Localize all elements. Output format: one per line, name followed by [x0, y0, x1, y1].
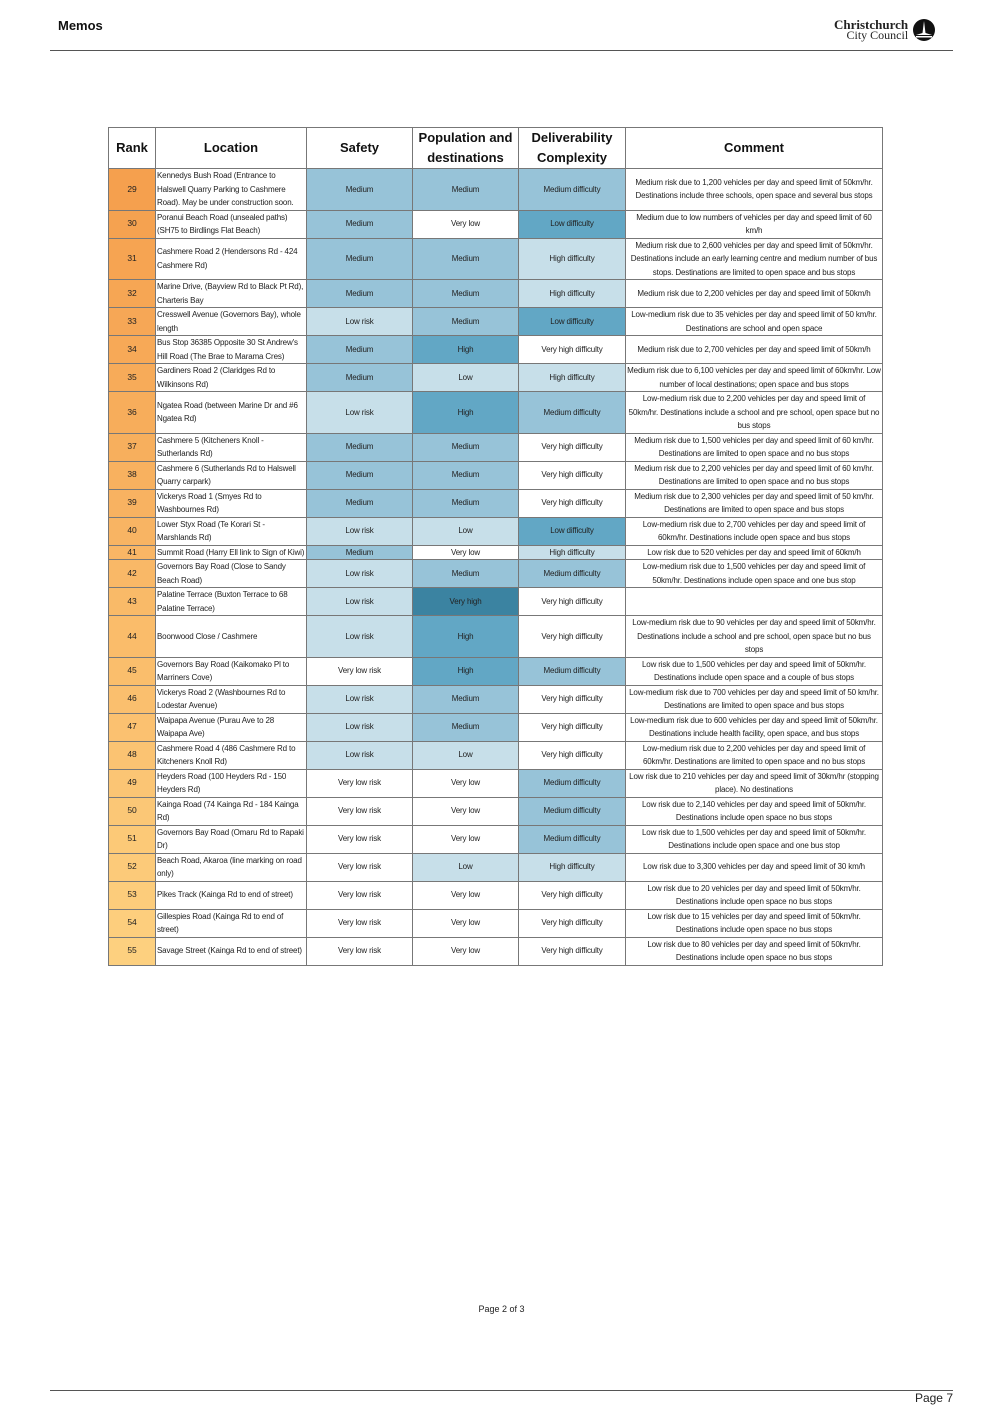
population-cell: Medium: [413, 169, 519, 211]
rank-cell: 53: [109, 881, 156, 909]
table-row: [109, 392, 883, 434]
rank-cell: 31: [109, 238, 156, 280]
table-row: [109, 616, 883, 658]
table-row: [109, 741, 883, 769]
location-cell: Cresswell Avenue (Governors Bay), whole length: [156, 308, 307, 336]
table-row: [109, 280, 883, 308]
footer-divider: [50, 1390, 953, 1391]
location-cell: Ngatea Road (between Marine Dr and #6 Ngatea Rd): [156, 392, 307, 434]
comment-cell: Low-medium risk due to 2,200 vehicles per day and speed limit of 50km/hr. Destinations include a school and pre school, open space but no bus stops: [626, 392, 883, 434]
rank-cell: 46: [109, 685, 156, 713]
comment-cell: Low-medium risk due to 1,500 vehicles per day and speed limit of 50km/hr. Destinations include open space and one bus stop: [626, 560, 883, 588]
population-cell: Medium: [413, 433, 519, 461]
deliverability-cell: High difficulty: [519, 280, 626, 308]
header-deliverability: Deliverability Complexity: [519, 128, 626, 169]
logo-text: [834, 19, 908, 41]
population-cell: Very low: [413, 825, 519, 853]
population-cell: High: [413, 657, 519, 685]
deliverability-cell: Very high difficulty: [519, 741, 626, 769]
safety-cell: Low risk: [307, 741, 413, 769]
population-cell: High: [413, 392, 519, 434]
location-cell: Gardiners Road 2 (Claridges Rd to Wilkinsons Rd): [156, 364, 307, 392]
header-population: Population and destinations: [413, 128, 519, 169]
location-cell: Kainga Road (74 Kainga Rd - 184 Kainga Rd): [156, 797, 307, 825]
deliverability-cell: Medium difficulty: [519, 825, 626, 853]
table-row: [109, 588, 883, 616]
comment-cell: Medium risk due to 2,600 vehicles per day and speed limit of 50km/hr. Destinations include an early learning centre and medium number of bus stops. Destinations are limited to open space and bus stops: [626, 238, 883, 280]
comment-cell: Low risk due to 1,500 vehicles per day and speed limit of 50km/hr. Destinations include open space and a couple of bus stops: [626, 657, 883, 685]
table-row: [109, 461, 883, 489]
logo-line-1: Christchurch: [834, 17, 909, 32]
table-row: [109, 713, 883, 741]
header-location: Location: [156, 128, 307, 169]
table-row: [109, 685, 883, 713]
location-cell: Governors Bay Road (Kaikomako Pl to Marriners Cove): [156, 657, 307, 685]
location-cell: Marine Drive, (Bayview Rd to Black Pt Rd), Charteris Bay: [156, 280, 307, 308]
table-row: [109, 336, 883, 364]
location-cell: Cashmere Road 4 (486 Cashmere Rd to Kitcheners Knoll Rd): [156, 741, 307, 769]
population-cell: Very low: [413, 881, 519, 909]
table-row: [109, 364, 883, 392]
rank-cell: 37: [109, 433, 156, 461]
deliverability-cell: Very high difficulty: [519, 616, 626, 658]
rank-cell: 47: [109, 713, 156, 741]
location-cell: Palatine Terrace (Buxton Terrace to 68 Palatine Terrace): [156, 588, 307, 616]
deliverability-cell: High difficulty: [519, 238, 626, 280]
safety-cell: Low risk: [307, 685, 413, 713]
comment-cell: Low risk due to 3,300 vehicles per day and speed limit of 30 km/h: [626, 853, 883, 881]
population-cell: Medium: [413, 308, 519, 336]
population-cell: High: [413, 616, 519, 658]
rank-cell: 43: [109, 588, 156, 616]
location-cell: Vickerys Road 1 (Smyes Rd to Washbournes Rd): [156, 489, 307, 517]
safety-cell: Very low risk: [307, 853, 413, 881]
cathedral-logo-icon: [912, 18, 936, 42]
table-row: [109, 560, 883, 588]
document-section-title: Memos: [58, 18, 103, 33]
comment-cell: Low risk due to 210 vehicles per day and speed limit of 30km/hr (stopping place). No destinations: [626, 769, 883, 797]
safety-cell: Very low risk: [307, 797, 413, 825]
comment-cell: Low risk due to 15 vehicles per day and speed limit of 50km/hr. Destinations include open space no bus stops: [626, 909, 883, 937]
deliverability-cell: Medium difficulty: [519, 657, 626, 685]
comment-cell: Low-medium risk due to 90 vehicles per day and speed limit of 50km/hr. Destinations include a school and pre school, open space but no bus stops: [626, 616, 883, 658]
deliverability-cell: Very high difficulty: [519, 433, 626, 461]
deliverability-cell: Medium difficulty: [519, 392, 626, 434]
comment-cell: Medium due to low numbers of vehicles per day and speed limit of 60 km/h: [626, 210, 883, 238]
table-row: [109, 169, 883, 211]
location-cell: Savage Street (Kainga Rd to end of street): [156, 937, 307, 965]
table-header-row: [109, 128, 883, 169]
table-row: [109, 909, 883, 937]
location-cell: Beach Road, Akaroa (line marking on road only): [156, 853, 307, 881]
safety-cell: Medium: [307, 545, 413, 560]
table-row: [109, 825, 883, 853]
table-row: [109, 433, 883, 461]
population-cell: Very low: [413, 545, 519, 560]
rank-cell: 35: [109, 364, 156, 392]
location-cell: Bus Stop 36385 Opposite 30 St Andrew's Hill Road (The Brae to Marama Cres): [156, 336, 307, 364]
location-cell: Poranui Beach Road (unsealed paths) (SH75 to Birdlings Flat Beach): [156, 210, 307, 238]
deliverability-cell: High difficulty: [519, 545, 626, 560]
rank-cell: 32: [109, 280, 156, 308]
safety-cell: Low risk: [307, 517, 413, 545]
population-cell: Very low: [413, 769, 519, 797]
safety-cell: Medium: [307, 364, 413, 392]
deliverability-cell: High difficulty: [519, 364, 626, 392]
comment-cell: Medium risk due to 1,200 vehicles per day and speed limit of 50km/hr. Destinations include three schools, open space and several bus stops: [626, 169, 883, 211]
location-cell: Summit Road (Harry Ell link to Sign of Kiwi): [156, 545, 307, 560]
population-cell: Low: [413, 853, 519, 881]
deliverability-cell: Low difficulty: [519, 210, 626, 238]
rank-cell: 39: [109, 489, 156, 517]
safety-cell: Low risk: [307, 392, 413, 434]
population-cell: Low: [413, 741, 519, 769]
comment-cell: [626, 588, 883, 616]
table-row: [109, 881, 883, 909]
table-row: [109, 937, 883, 965]
population-cell: Medium: [413, 560, 519, 588]
deliverability-cell: Medium difficulty: [519, 769, 626, 797]
comment-cell: Low risk due to 20 vehicles per day and speed limit of 50km/hr. Destinations include open space no bus stops: [626, 881, 883, 909]
location-cell: Governors Bay Road (Omaru Rd to Rapaki Dr): [156, 825, 307, 853]
safety-cell: Medium: [307, 336, 413, 364]
rank-cell: 48: [109, 741, 156, 769]
safety-cell: Medium: [307, 280, 413, 308]
safety-cell: Medium: [307, 169, 413, 211]
population-cell: Medium: [413, 238, 519, 280]
rank-cell: 36: [109, 392, 156, 434]
population-cell: Medium: [413, 685, 519, 713]
comment-cell: Medium risk due to 1,500 vehicles per day and speed limit of 60 km/hr. Destinations are limited to open space and no bus stops: [626, 433, 883, 461]
deliverability-cell: Low difficulty: [519, 517, 626, 545]
table-row: [109, 797, 883, 825]
safety-cell: Very low risk: [307, 769, 413, 797]
location-cell: Waipapa Avenue (Purau Ave to 28 Waipapa Ave): [156, 713, 307, 741]
safety-cell: Low risk: [307, 713, 413, 741]
header-rank: Rank: [109, 128, 156, 169]
rank-cell: 49: [109, 769, 156, 797]
safety-cell: Low risk: [307, 588, 413, 616]
population-cell: Very low: [413, 210, 519, 238]
location-cell: Cashmere 6 (Sutherlands Rd to Halswell Quarry carpark): [156, 461, 307, 489]
table-row: [109, 517, 883, 545]
deliverability-cell: High difficulty: [519, 853, 626, 881]
header-divider: [50, 50, 953, 51]
rank-cell: 38: [109, 461, 156, 489]
deliverability-cell: Very high difficulty: [519, 588, 626, 616]
rank-cell: 44: [109, 616, 156, 658]
table-row: [109, 657, 883, 685]
rank-cell: 30: [109, 210, 156, 238]
safety-cell: Medium: [307, 461, 413, 489]
comment-cell: Low risk due to 520 vehicles per day and speed limit of 60km/h: [626, 545, 883, 560]
location-cell: Pikes Track (Kainga Rd to end of street): [156, 881, 307, 909]
header-safety: Safety: [307, 128, 413, 169]
population-cell: Low: [413, 364, 519, 392]
deliverability-cell: Very high difficulty: [519, 685, 626, 713]
population-cell: Medium: [413, 280, 519, 308]
population-cell: Medium: [413, 461, 519, 489]
comment-cell: Low-medium risk due to 2,200 vehicles per day and speed limit of 60km/hr. Destinations are limited to open space and no bus stops: [626, 741, 883, 769]
comment-cell: Medium risk due to 6,100 vehicles per day and speed limit of 60km/hr. Low number of local destinations; open space and bus stops: [626, 364, 883, 392]
header-comment: Comment: [626, 128, 883, 169]
population-cell: Medium: [413, 713, 519, 741]
table-row: [109, 210, 883, 238]
rank-cell: 54: [109, 909, 156, 937]
population-cell: Very high: [413, 588, 519, 616]
safety-cell: Medium: [307, 210, 413, 238]
safety-cell: Very low risk: [307, 825, 413, 853]
location-cell: Governors Bay Road (Close to Sandy Beach Road): [156, 560, 307, 588]
table-row: [109, 489, 883, 517]
safety-cell: Medium: [307, 489, 413, 517]
deliverability-cell: Very high difficulty: [519, 461, 626, 489]
safety-cell: Medium: [307, 238, 413, 280]
page-count: Page 2 of 3: [478, 1304, 525, 1314]
location-cell: Kennedys Bush Road (Entrance to Halswell Quarry Parking to Cashmere Road). May be under construction soon.: [156, 169, 307, 211]
location-cell: Gillespies Road (Kainga Rd to end of street): [156, 909, 307, 937]
location-cell: Cashmere Road 2 (Hendersons Rd - 424 Cashmere Rd): [156, 238, 307, 280]
safety-cell: Low risk: [307, 616, 413, 658]
rank-cell: 40: [109, 517, 156, 545]
population-cell: Very low: [413, 797, 519, 825]
deliverability-cell: Medium difficulty: [519, 560, 626, 588]
rank-cell: 33: [109, 308, 156, 336]
rank-cell: 55: [109, 937, 156, 965]
priority-table: [108, 127, 883, 966]
comment-cell: Low risk due to 1,500 vehicles per day and speed limit of 50km/hr. Destinations include open space and one bus stop: [626, 825, 883, 853]
deliverability-cell: Very high difficulty: [519, 881, 626, 909]
table-row: [109, 238, 883, 280]
rank-cell: 45: [109, 657, 156, 685]
logo-line-2: City Council: [846, 28, 909, 42]
rank-cell: 41: [109, 545, 156, 560]
table-body: [109, 169, 883, 966]
comment-cell: Medium risk due to 2,200 vehicles per day and speed limit of 50km/h: [626, 280, 883, 308]
safety-cell: Low risk: [307, 560, 413, 588]
safety-cell: Very low risk: [307, 909, 413, 937]
deliverability-cell: Very high difficulty: [519, 489, 626, 517]
table-row: [109, 769, 883, 797]
table-row: [109, 308, 883, 336]
comment-cell: Low-medium risk due to 35 vehicles per day and speed limit of 50 km/hr. Destinations are school and open space: [626, 308, 883, 336]
location-cell: Vickerys Road 2 (Washbournes Rd to Lodestar Avenue): [156, 685, 307, 713]
page-number: Page 7: [914, 1391, 953, 1405]
population-cell: Low: [413, 517, 519, 545]
population-cell: High: [413, 336, 519, 364]
safety-cell: Medium: [307, 433, 413, 461]
rank-cell: 34: [109, 336, 156, 364]
deliverability-cell: Very high difficulty: [519, 909, 626, 937]
location-cell: Heyders Road (100 Heyders Rd - 150 Heyders Rd): [156, 769, 307, 797]
rank-cell: 50: [109, 797, 156, 825]
comment-cell: Medium risk due to 2,200 vehicles per day and speed limit of 60 km/hr. Destinations are limited to open space and no bus stops: [626, 461, 883, 489]
deliverability-cell: Low difficulty: [519, 308, 626, 336]
comment-cell: Low-medium risk due to 700 vehicles per day and speed limit of 50 km/hr. Destinations are limited to open space and bus stops: [626, 685, 883, 713]
location-cell: Cashmere 5 (Kitcheners Knoll - Sutherlands Rd): [156, 433, 307, 461]
deliverability-cell: Medium difficulty: [519, 169, 626, 211]
comment-cell: Medium risk due to 2,700 vehicles per day and speed limit of 50km/h: [626, 336, 883, 364]
safety-cell: Very low risk: [307, 657, 413, 685]
rank-cell: 42: [109, 560, 156, 588]
safety-cell: Very low risk: [307, 937, 413, 965]
comment-cell: Low-medium risk due to 600 vehicles per day and speed limit of 50km/hr. Destinations include health facility, open space, and bus stops: [626, 713, 883, 741]
population-cell: Very low: [413, 909, 519, 937]
location-cell: Boonwood Close / Cashmere: [156, 616, 307, 658]
comment-cell: Medium risk due to 2,300 vehicles per day and speed limit of 50 km/hr. Destinations are limited to open space and bus stops: [626, 489, 883, 517]
table-row: [109, 545, 883, 560]
safety-cell: Low risk: [307, 308, 413, 336]
deliverability-cell: Medium difficulty: [519, 797, 626, 825]
deliverability-cell: Very high difficulty: [519, 937, 626, 965]
deliverability-cell: Very high difficulty: [519, 713, 626, 741]
table-row: [109, 853, 883, 881]
comment-cell: Low-medium risk due to 2,700 vehicles per day and speed limit of 60km/hr. Destinations include open space and bus stops: [626, 517, 883, 545]
comment-cell: Low risk due to 2,140 vehicles per day and speed limit of 50km/hr. Destinations include open space no bus stops: [626, 797, 883, 825]
rank-cell: 52: [109, 853, 156, 881]
population-cell: Medium: [413, 489, 519, 517]
location-cell: Lower Styx Road (Te Korari St - Marshlands Rd): [156, 517, 307, 545]
deliverability-cell: Very high difficulty: [519, 336, 626, 364]
council-logo: [834, 18, 936, 42]
rank-cell: 51: [109, 825, 156, 853]
safety-cell: Very low risk: [307, 881, 413, 909]
comment-cell: Low risk due to 80 vehicles per day and speed limit of 50km/hr. Destinations include open space no bus stops: [626, 937, 883, 965]
rank-cell: 29: [109, 169, 156, 211]
population-cell: Very low: [413, 937, 519, 965]
